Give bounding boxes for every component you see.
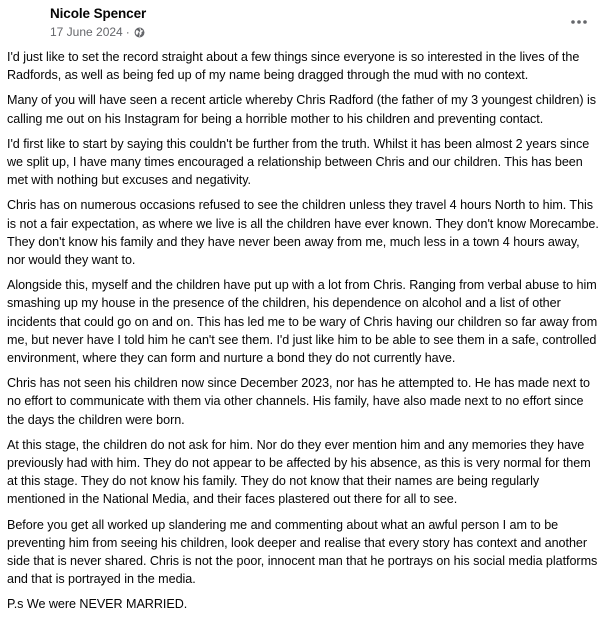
meta-separator: · (125, 25, 130, 39)
post-paragraph: Chris has on numerous occasions refused to see the children unless they travel 4 hours North to him. This is not a fair expectation, as where we live is all the children have ever known. They don't know Morecambe. They don't know his family and they have never been away from me, much less in a town 4 hours away, nor would they want to. (7, 198, 599, 268)
post-paragraph: Many of you will have seen a recent article whereby Chris Radford (the father of my 3 youngest children) is calling me out on his Instagram for being a horrible mother to his children and preventing contact. (7, 93, 596, 126)
post-paragraph: I'd just like to set the record straight about a few things since everyone is so interested in the lives of the Radfords, as well as being fed up of my name being dragged through the mud with no context. (7, 50, 580, 83)
post-paragraph: I'd first like to start by saying this couldn't be further from the truth. Whilst it has been almost 2 years since we split up, I have many times encouraged a relationship between Chris and our children. This has been met with nothing but excuses and negativity. (7, 136, 590, 188)
more-options-icon (571, 20, 587, 24)
post-paragraph: Before you get all worked up slandering me and commenting about what an awful person I am to be preventing him from seeing his children, look deeper and realise that every story has context and another side that is never shared. Chris is not the poor, innocent man that he portrays on his social media platforms and that is portrayed in the media. (7, 517, 598, 587)
post-date[interactable]: 17 June 2024 (50, 25, 123, 39)
post-paragraph: Chris has not seen his children now since December 2023, nor has he attempted to. He has made next to no effort to communicate with them via other channels. His family, have also made next to no effort since the days the children were born. (7, 376, 590, 427)
post-paragraph: Alongside this, myself and the children have put up with a lot from Chris. Ranging from verbal abuse to him smashing up my house in the presence of the children, his dependence on alcohol and a list of other incidents that could go on and on. This has led me to be wary of Chris having our children so far away from me, but never have I told him he can't see them. I'd just like him to be able to see them in a safe, controlled environment, where they can form and nurture a bond they do not currently have. (7, 278, 598, 366)
post-body (7, 48, 599, 621)
post-header (0, 0, 603, 44)
post-meta (50, 25, 145, 39)
author-name[interactable]: Nicole Spencer (50, 6, 147, 21)
globe-icon (134, 27, 145, 38)
post-paragraph: P.s We were NEVER MARRIED. (7, 597, 188, 612)
post-paragraph: At this stage, the children do not ask for him. Nor do they ever mention him and any memories they have previously had with him. They do not appear to be affected by his absence, as this is very normal for them at this stage. They do not know his family. They do not know that their names are being regularly mentioned in the National Media, and their faces plastered out there for all to see. (7, 437, 591, 507)
more-options-button[interactable] (566, 9, 592, 35)
